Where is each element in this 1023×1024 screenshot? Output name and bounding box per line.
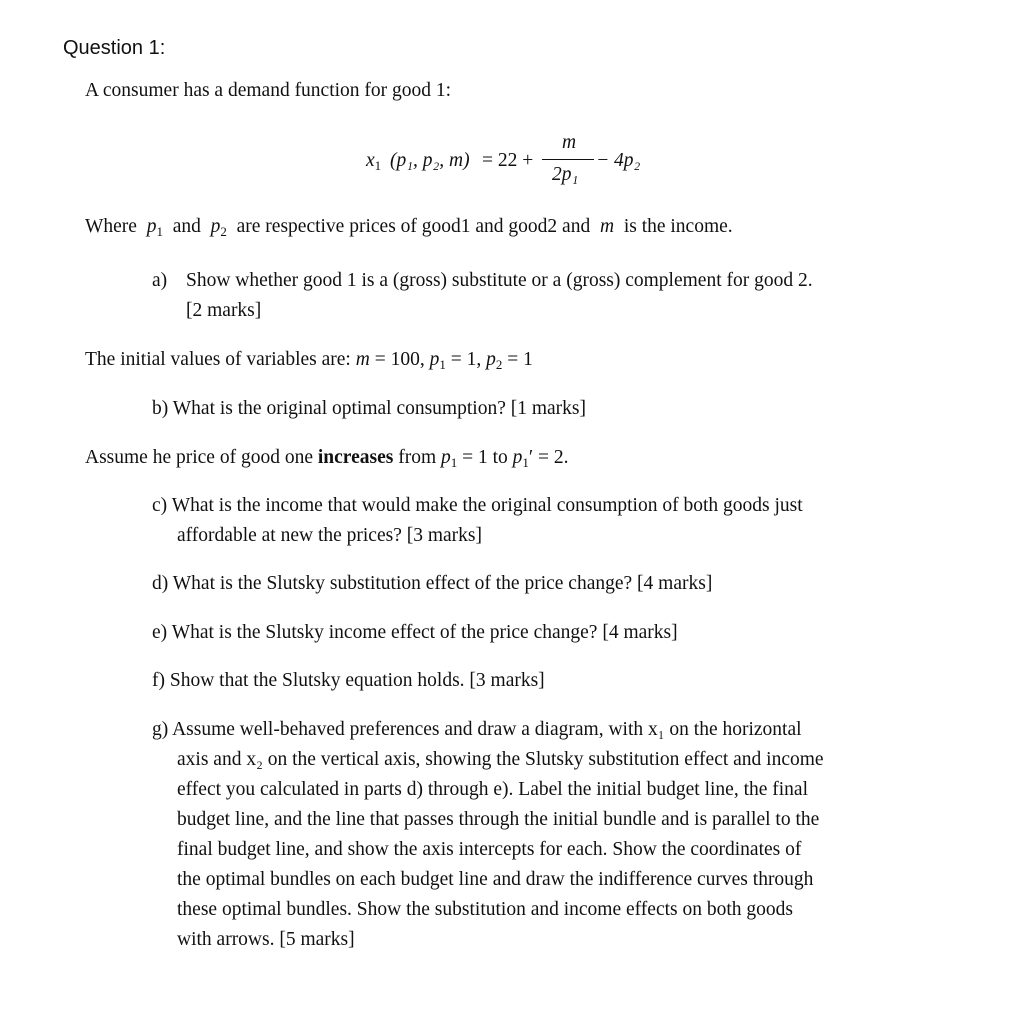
where-line: Where $p_1$ and $p_2$ are respective prices of good1 and good2 and m is the income. [85,216,733,239]
part-a-line2: [2 marks] [186,300,262,321]
formula-numerator: m [562,132,577,153]
part-g-line5: final budget line, and show the axis intercepts for each. Show the coordinates of [177,839,802,860]
formula-const: = 22 + [482,150,534,171]
part-d: d) What is the Slutsky substitution effect of the price change? [4 marks] [152,573,713,594]
part-g-line4: budget line, and the line that passes through the initial bundle and is parallel to the [177,809,820,830]
intro-text: A consumer has a demand function for good 1: [85,80,452,101]
part-g-line2: axis and x₂ on the vertical axis, showing the Slutsky substitution effect and income [177,749,824,770]
formula-args: (p₁, p₂, m) [390,150,470,171]
part-g-line1: g) Assume well-behaved preferences and draw a diagram, with x₁ on the horizontal [152,719,802,740]
part-g-line8: with arrows. [5 marks] [177,929,355,950]
formula-lhs: $x_1$ [366,150,382,173]
formula-denominator: 2p₁ [552,164,579,185]
part-g-line3: effect you calculated in parts d) through e). Label the initial budget line, the final [177,779,808,800]
part-c-line1: c) What is the income that would make the original consumption of both goods just [152,495,803,516]
part-e: e) What is the Slutsky income effect of the price change? [4 marks] [152,622,678,643]
part-g-line7: these optimal bundles. Show the substitution and income effects on both goods [177,899,793,920]
initial-values: The initial values of variables are: m = 100, $p_1 = 1$, $p_2 = 1$ [85,349,533,372]
part-c-line2: affordable at new the prices? [3 marks] [177,525,483,546]
part-f: f) Show that the Slutsky equation holds. [3 marks] [152,670,545,691]
formula-tail: − 4p₂ [596,150,641,171]
part-a-line1: Show whether good 1 is a (gross) substitute or a (gross) complement for good 2. [186,270,813,291]
question-heading: Question 1: [63,37,166,59]
assume-line: Assume he price of good one increases from $p_1 = 1$ to $p_1' = 2$. [85,447,569,470]
part-b: b) What is the original optimal consumption? [1 marks] [152,398,586,419]
part-g-line6: the optimal bundles on each budget line and draw the indifference curves through [177,869,814,890]
